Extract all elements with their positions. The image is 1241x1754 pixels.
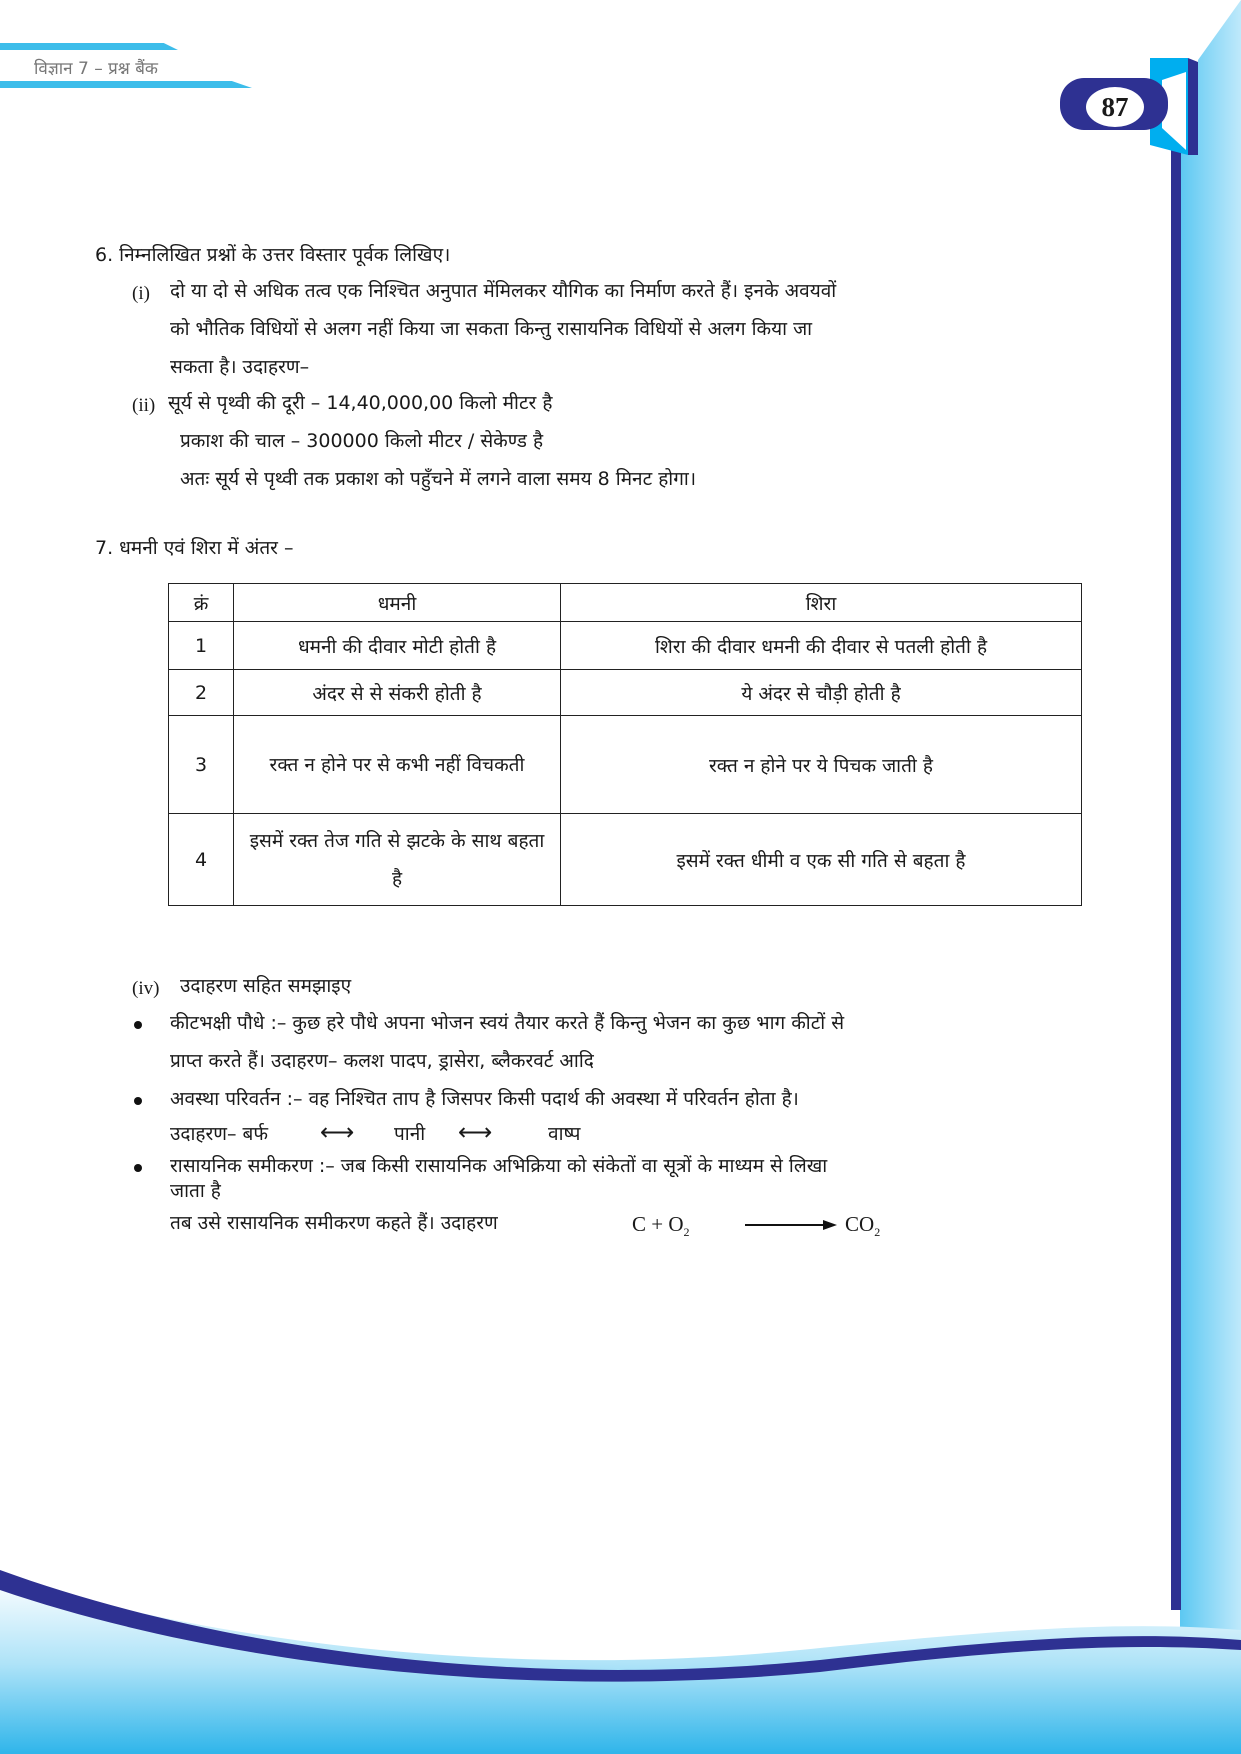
table-row <box>169 670 1082 716</box>
b2-ex-mid: पानी <box>394 1123 426 1145</box>
q6-ii-line2: प्रकाश की चाल – 300000 किलो मीटर / सेकेण्ड है <box>180 430 544 452</box>
b3-line1: रासायनिक समीकरण :– जब किसी रासायनिक अभिक्रिया को संकेतों वा सूत्रों के माध्यम से लिखा <box>170 1155 828 1177</box>
bullet-icon <box>134 1164 142 1172</box>
bullet-icon <box>134 1097 142 1105</box>
bullet-icon <box>134 1021 142 1029</box>
col-artery: धमनी <box>234 584 561 622</box>
cell-serial: 1 <box>169 622 234 670</box>
b2-ex-end: वाष्प <box>548 1123 581 1145</box>
q6-i-line1: दो या दो से अधिक तत्व एक निश्चित अनुपात मेंमिलकर यौगिक का निर्माण करते हैं। इनके अवयवों <box>170 280 837 302</box>
col-vein: शिरा <box>561 584 1082 622</box>
cell-serial: 4 <box>169 814 234 906</box>
q6-i-label: (i) <box>132 283 150 304</box>
q7-heading: 7. धमनी एवं शिरा में अंतर – <box>95 537 294 559</box>
b1-line1: कीटभक्षी पौधे :– कुछ हरे पौधे अपना भोजन स्वयं तैयार करते हैं किन्तु भेजन का कुछ भाग कीटों से <box>170 1012 845 1034</box>
b3-line2: जाता है <box>170 1180 221 1202</box>
difference-table <box>168 583 1082 906</box>
q6-i-line3: सकता है। उदाहरण– <box>170 356 310 378</box>
page-number: 87 <box>1101 92 1129 122</box>
running-header: विज्ञान 7 – प्रश्न बैंक <box>34 59 158 79</box>
subscript: 2 <box>683 1225 690 1240</box>
cell-vein: ये अंदर से चौड़ी होती है <box>561 670 1082 716</box>
q6-ii-label: (ii) <box>132 395 156 416</box>
b1-line2: प्राप्त करते हैं। उदाहरण– कलश पादप, ड्रासेरा, ब्लैकरवर्ट आदि <box>170 1050 594 1072</box>
cell-artery: धमनी की दीवार मोटी होती है <box>234 622 561 670</box>
table-row <box>169 716 1082 814</box>
subscript: 2 <box>874 1225 881 1240</box>
cell-artery: इसमें रक्त तेज गति से झटके के साथ बहता है <box>234 814 561 906</box>
cell-vein: शिरा की दीवार धमनी की दीवार से पतली होती है <box>561 622 1082 670</box>
equation-reactants <box>632 1212 690 1240</box>
table-row <box>169 814 1082 906</box>
b2-line1: अवस्था परिवर्तन :– वह निश्चित ताप है जिसपर किसी पदार्थ की अवस्था में परिवर्तन होता है। <box>170 1088 799 1110</box>
col-serial: क्रं <box>169 584 234 622</box>
cell-vein: रक्त न होने पर ये पिचक जाती है <box>561 716 1082 814</box>
cell-vein: इसमें रक्त धीमी व एक सी गति से बहता है <box>561 814 1082 906</box>
cell-artery: रक्त न होने पर से कभी नहीं विचकती <box>234 716 561 814</box>
q6-heading: 6. निम्नलिखित प्रश्नों के उत्तर विस्तार पूर्वक लिखिए। <box>95 244 451 266</box>
cell-serial: 2 <box>169 670 234 716</box>
equation-product <box>845 1212 880 1240</box>
b2-ex-prefix: उदाहरण– बर्फ <box>170 1123 269 1145</box>
cell-artery: अंदर से से संकरी होती है <box>234 670 561 716</box>
iv-heading: उदाहरण सहित समझाइए <box>180 975 352 997</box>
cell-serial: 3 <box>169 716 234 814</box>
b3-line3: तब उसे रासायनिक समीकरण कहते हैं। उदाहरण <box>170 1212 498 1234</box>
iv-label: (iv) <box>132 978 160 999</box>
table-row <box>169 622 1082 670</box>
double-arrow-icon: ⟷ <box>458 1118 493 1146</box>
double-arrow-icon: ⟷ <box>320 1118 355 1146</box>
q6-ii-line3: अतः सूर्य से पृथ्वी तक प्रकाश को पहुँचने में लगने वाला समय 8 मिनट होगा। <box>180 468 697 490</box>
table-header-row <box>169 584 1082 622</box>
q6-i-line2: को भौतिक विधियों से अलग नहीं किया जा सकता किन्तु रासायनिक विधियों से अलग किया जा <box>170 318 813 340</box>
reaction-arrow-icon <box>745 1218 837 1232</box>
q6-ii-line1: सूर्य से पृथ्वी की दूरी – 14,40,000,00 किलो मीटर है <box>168 392 553 414</box>
eq-left: C + O <box>632 1212 684 1236</box>
eq-right: CO <box>845 1212 875 1236</box>
